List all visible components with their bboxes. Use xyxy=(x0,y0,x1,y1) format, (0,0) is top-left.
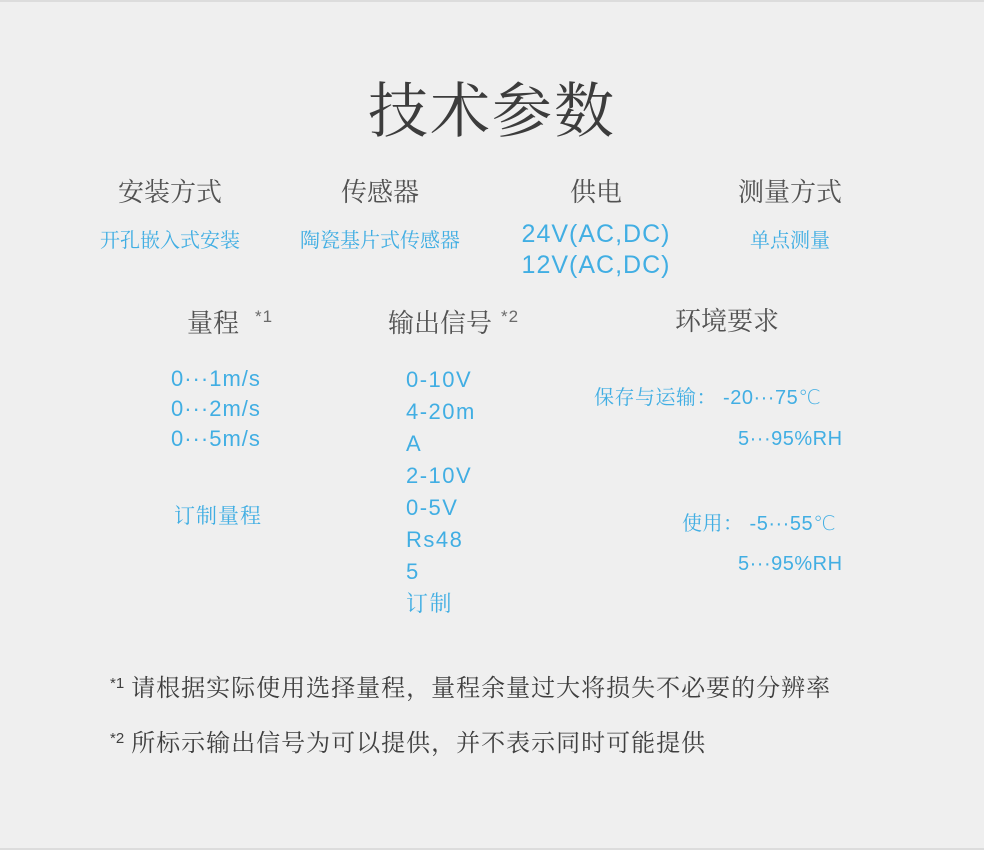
page-title: 技术参数 xyxy=(368,78,616,146)
output-line-5: 0-5V xyxy=(406,495,459,520)
range-value-3: 0···5m/s xyxy=(171,426,261,451)
range-value-2: 0···2m/s xyxy=(171,396,261,421)
output-footnote-mark: *2 xyxy=(501,307,520,326)
spec-value-sensor: 陶瓷基片式传感器 xyxy=(300,230,460,252)
footnote-1-text: 请根据实际使用选择量程，量程余量过大将损失不必要的分辨率 xyxy=(131,675,832,702)
output-line-8: 订制 xyxy=(406,591,454,616)
range-value-1: 0···1m/s xyxy=(171,366,261,391)
output-signal-label: 输出信号 xyxy=(388,308,493,338)
output-line-1: 0-10V xyxy=(406,367,473,392)
section-header-range xyxy=(187,308,273,336)
spec-value-installation: 开孔嵌入式安装 xyxy=(100,230,240,252)
custom-range: 订制量程 xyxy=(174,505,262,528)
output-line-7: 5 xyxy=(406,559,420,584)
output-line-2: 4-20m xyxy=(406,399,476,424)
output-signal-values xyxy=(406,364,476,620)
footnote-2 xyxy=(110,731,706,757)
spec-value-power xyxy=(522,219,671,281)
footnote-2-mark: *2 xyxy=(110,730,125,747)
spec-label-installation: 安装方式 xyxy=(117,177,223,207)
env-storage-temperature: 保存与运输： -20···75℃ xyxy=(594,387,822,409)
output-line-4: 2-10V xyxy=(406,463,473,488)
power-value-12v: 12V(AC,DC) xyxy=(521,251,671,279)
range-footnote-mark: *1 xyxy=(255,307,274,326)
output-line-3: A xyxy=(406,431,423,456)
power-value-24v: 24V(AC,DC) xyxy=(521,220,671,248)
footnote-2-text: 所标示输出信号为可以提供，并不表示同时可能提供 xyxy=(131,730,707,757)
env-usage-temperature: 使用： -5···55℃ xyxy=(682,513,837,535)
top-divider xyxy=(0,0,984,2)
spec-label-sensor: 传感器 xyxy=(340,177,420,207)
section-header-environment: 环境要求 xyxy=(675,306,780,336)
env-storage-humidity: 5···95%RH xyxy=(738,428,843,450)
section-header-output-signal xyxy=(388,308,519,336)
spec-label-measurement: 测量方式 xyxy=(737,177,843,207)
env-usage-humidity: 5···95%RH xyxy=(738,553,843,575)
spec-value-measurement: 单点测量 xyxy=(750,230,830,252)
footnote-1-mark: *1 xyxy=(110,675,125,692)
range-values xyxy=(171,364,261,454)
footnote-1 xyxy=(110,676,831,702)
output-line-6: Rs48 xyxy=(406,527,464,552)
spec-label-power: 供电 xyxy=(569,177,623,207)
range-label: 量程 xyxy=(187,308,240,338)
